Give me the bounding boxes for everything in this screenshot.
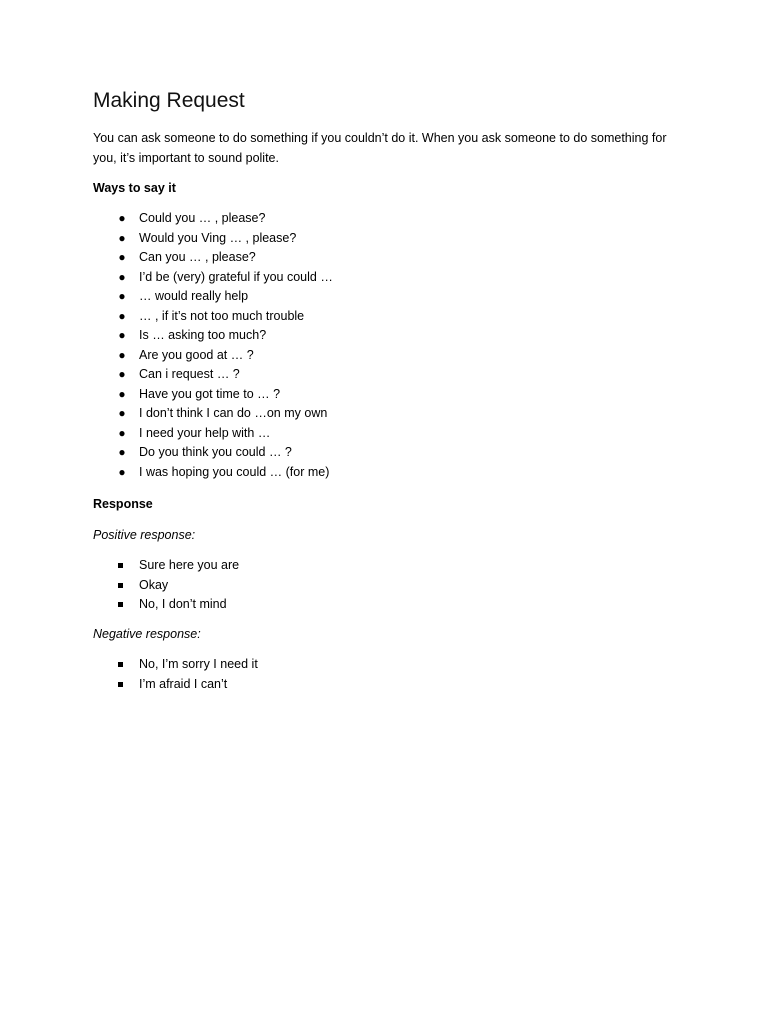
list-item: ● … would really help bbox=[116, 287, 333, 307]
list-item: ● Could you … , please? bbox=[116, 209, 333, 229]
list-item: ● Have you got time to … ? bbox=[116, 385, 333, 405]
list-item: ● I’d be (very) grateful if you could … bbox=[116, 268, 333, 288]
intro-paragraph: You can ask someone to do something if you couldn’t do it. When you ask someone to do something for you, it’s important to sound polite. bbox=[93, 131, 667, 165]
square-bullet-icon bbox=[118, 563, 123, 568]
ways-heading: Ways to say it bbox=[93, 181, 176, 195]
bullet-icon: ● bbox=[118, 367, 126, 381]
list-item: No, I don’t mind bbox=[116, 595, 239, 615]
list-item: No, I’m sorry I need it bbox=[116, 655, 258, 675]
bullet-icon: ● bbox=[118, 347, 126, 362]
list-item: ● Would you Ving … , please? bbox=[116, 229, 333, 249]
ways-list bbox=[116, 209, 333, 482]
bullet-icon: ● bbox=[118, 328, 126, 342]
bullet-icon: ● bbox=[118, 269, 126, 284]
negative-heading: Negative response: bbox=[93, 627, 201, 641]
bullet-icon: ● bbox=[118, 464, 126, 479]
square-bullet-icon bbox=[118, 662, 123, 667]
list-item: ● I was hoping you could … (for me) bbox=[116, 463, 333, 483]
bullet-icon: ● bbox=[118, 445, 126, 459]
bullet-icon: ● bbox=[118, 289, 126, 303]
list-item: ● Do you think you could … ? bbox=[116, 443, 333, 463]
list-item: Okay bbox=[116, 576, 239, 596]
square-bullet-icon bbox=[118, 583, 123, 588]
bullet-icon: ● bbox=[118, 250, 126, 264]
bullet-icon: ● bbox=[118, 211, 126, 225]
bullet-icon: ● bbox=[118, 308, 126, 323]
list-item: ● Can i request … ? bbox=[116, 365, 333, 385]
list-item: ● … , if it’s not too much trouble bbox=[116, 307, 333, 327]
list-item: I’m afraid I can’t bbox=[116, 675, 258, 695]
list-item: ● Are you good at … ? bbox=[116, 346, 333, 366]
bullet-icon: ● bbox=[118, 386, 126, 401]
list-item: ● Can you … , please? bbox=[116, 248, 333, 268]
bullet-icon: ● bbox=[118, 230, 126, 245]
page-title: Making Request bbox=[93, 89, 245, 112]
square-bullet-icon bbox=[118, 602, 123, 607]
bullet-icon: ● bbox=[118, 425, 126, 440]
list-item: Sure here you are bbox=[116, 556, 239, 576]
negative-list bbox=[116, 655, 258, 694]
positive-heading: Positive response: bbox=[93, 528, 196, 542]
positive-list bbox=[116, 556, 239, 615]
list-item: ● I need your help with … bbox=[116, 424, 333, 444]
response-heading: Response bbox=[93, 497, 153, 511]
bullet-icon: ● bbox=[118, 406, 126, 420]
square-bullet-icon bbox=[118, 682, 123, 687]
list-item: ● Is … asking too much? bbox=[116, 326, 333, 346]
list-item: ● I don’t think I can do …on my own bbox=[116, 404, 333, 424]
